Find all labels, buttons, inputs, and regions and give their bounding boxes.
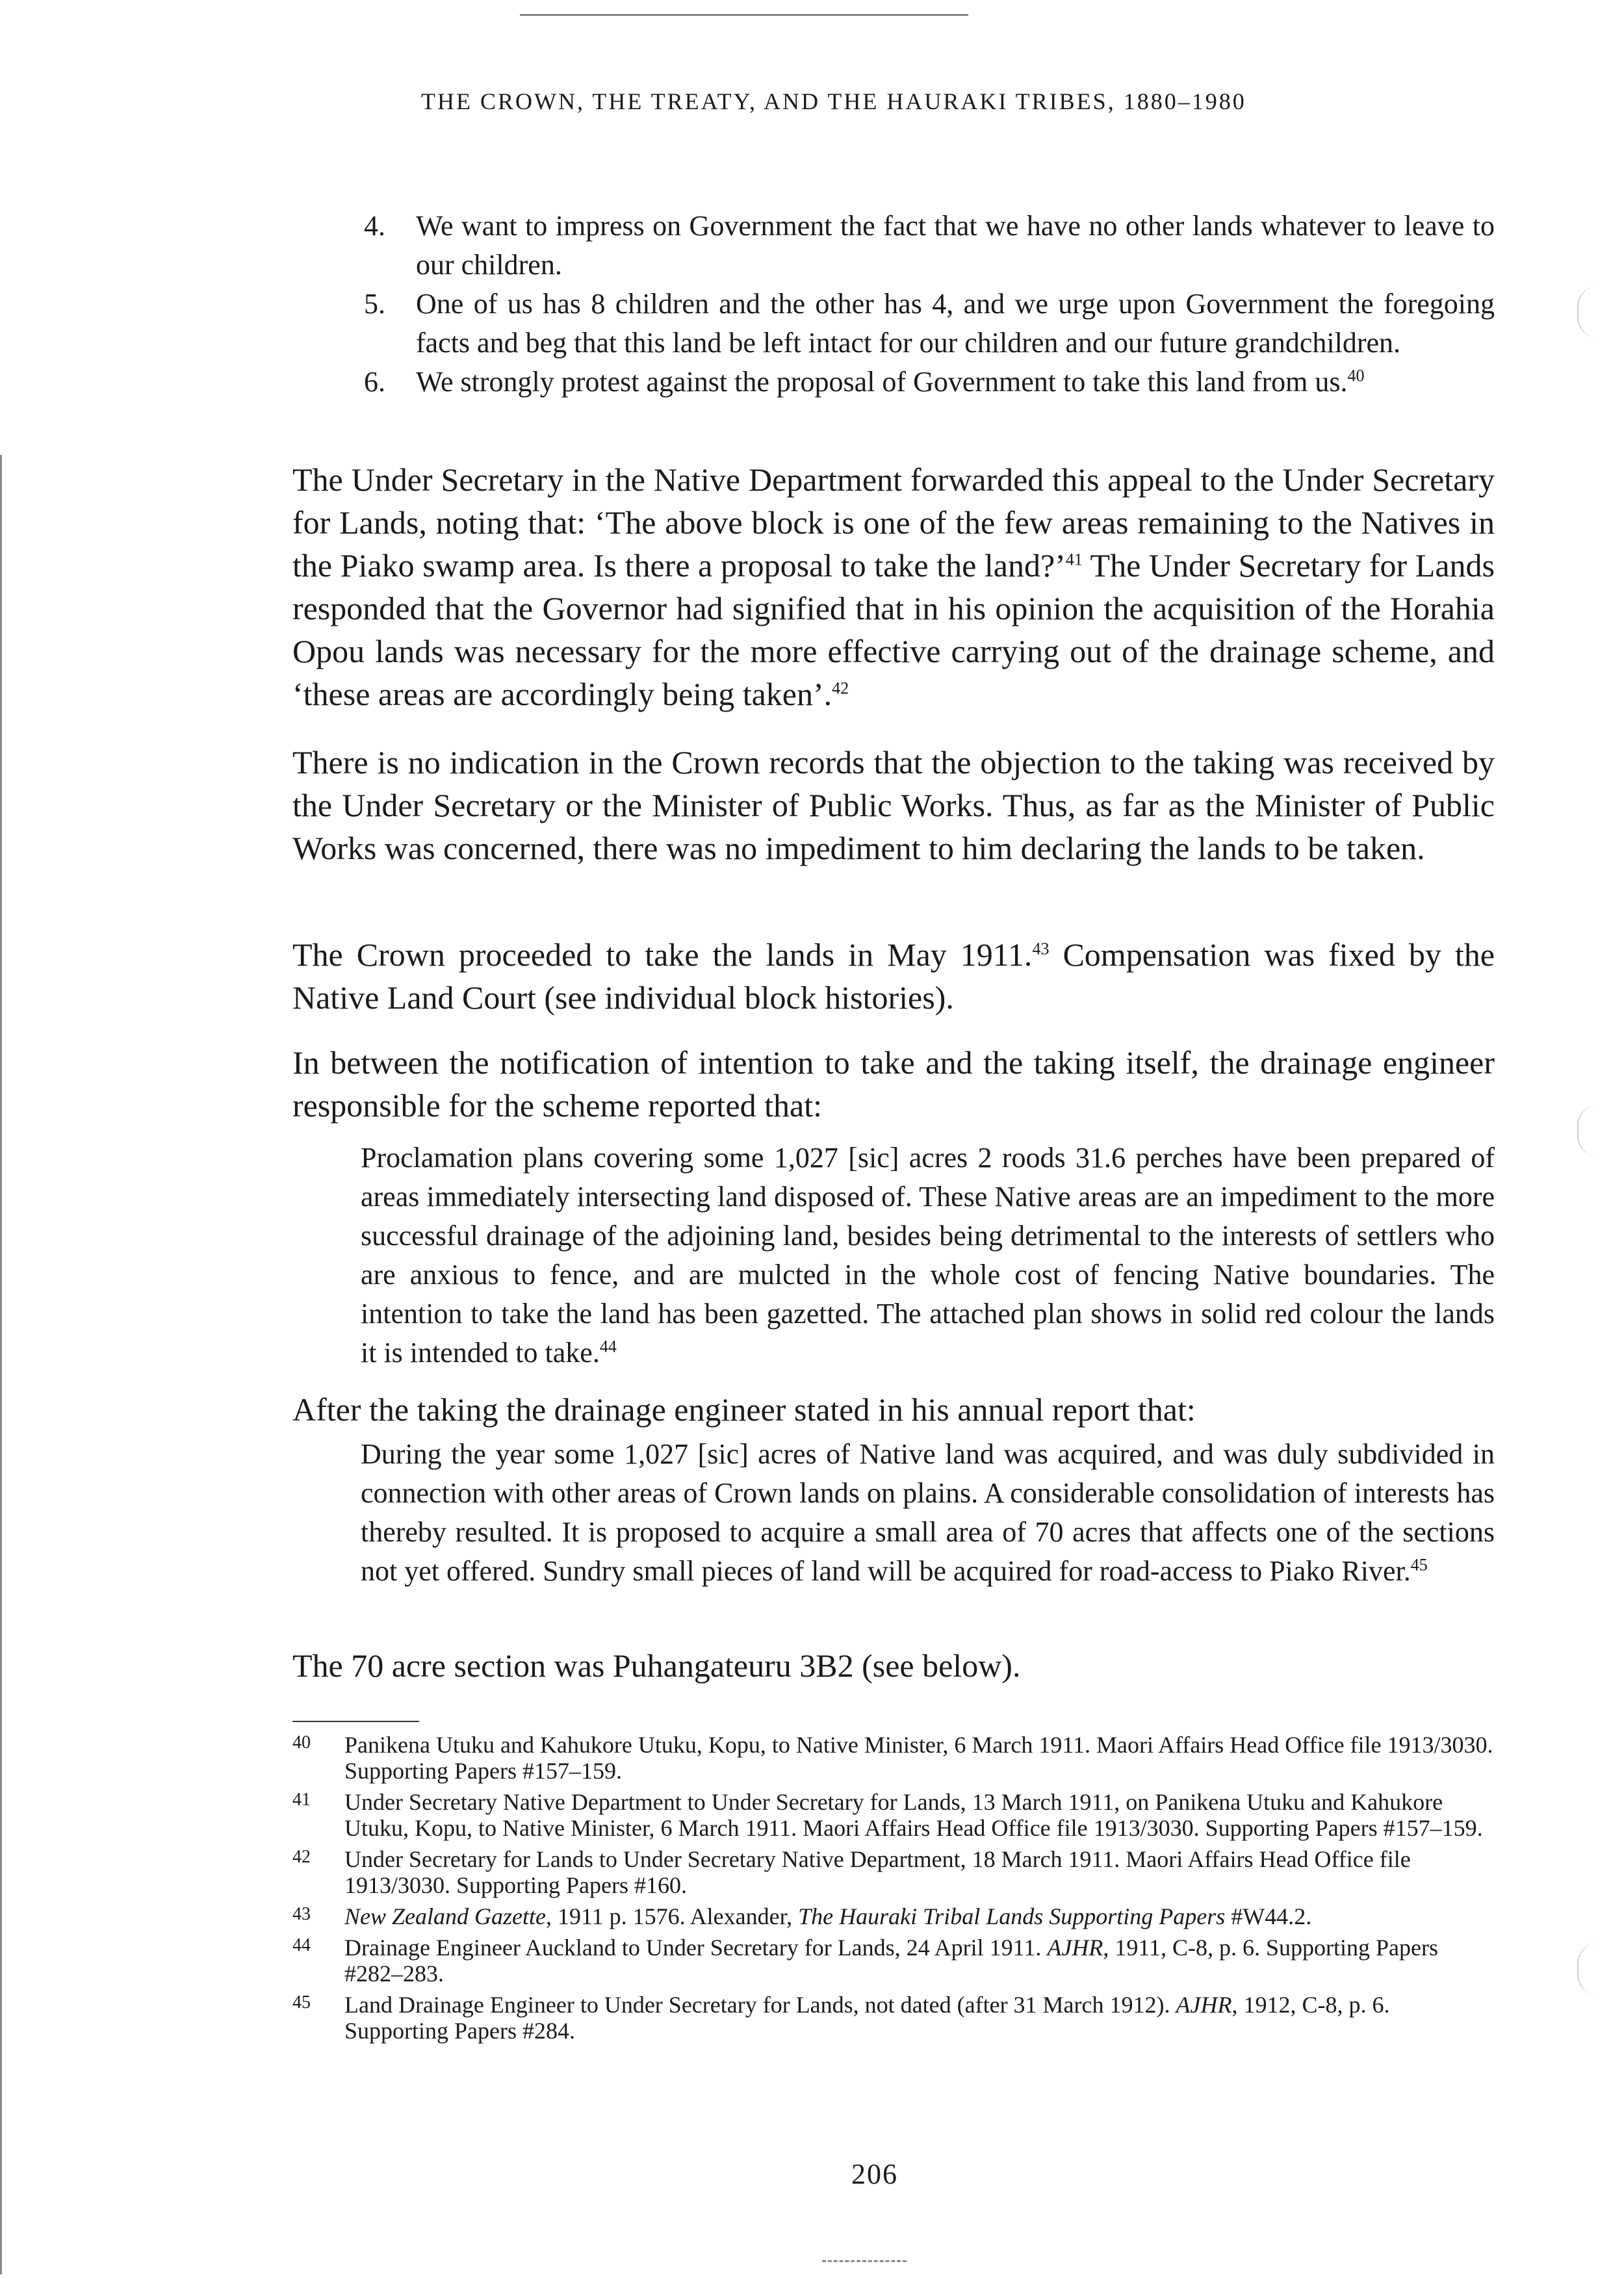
footnote xyxy=(292,1992,1495,2044)
list-text xyxy=(416,285,1495,363)
footnote-ref: 43 xyxy=(1032,939,1050,959)
footnote-text: Under Secretary for Lands to Under Secretary Native Department, 18 March 1911. Maori Affairs Head Office file 1913/3030. Supporting Papers #160. xyxy=(344,1846,1411,1898)
footnote-italic: AJHR xyxy=(1176,1992,1232,2018)
footnote-number: 41 xyxy=(292,1790,311,1810)
paragraph: The 70 acre section was Puhangateuru 3B2 (see below). xyxy=(292,1647,1021,1684)
paragraph: In between the notification of intention to take and the taking itself, the drainage engineer responsible for the scheme reported that: xyxy=(292,1044,1495,1124)
page-number: 206 xyxy=(851,2158,898,2190)
footnote xyxy=(292,1789,1495,1841)
footnote xyxy=(292,1903,1495,1929)
paragraph: After the taking the drainage engineer stated in his annual report that: xyxy=(292,1391,1196,1428)
footnote-text xyxy=(344,1935,1495,1987)
scan-speck xyxy=(1577,1943,1598,1995)
paragraph-text: The Under Secretary in the Native Department forwarded this appeal to the Under Secretary for Lands, noting that: ‘The above block is one of the few areas remaining to the Natives in the Piako swamp area. Is there a proposal to take the land?’ xyxy=(292,461,1495,584)
footnote-number: 42 xyxy=(292,1847,311,1867)
list-number: 5. xyxy=(364,288,385,320)
quote-text: Proclamation plans covering some 1,027 [sic] acres 2 roods 31.6 perches have been prepared of areas immediately intersecting land disposed of. These Native areas are an impediment to the more successful drainage of the adjoining land, besides being detrimental to the interests of settlers who are anxious to fence, and are mulcted in the whole cost of fencing Native boundaries. The intention to take the land has been gazetted. The attached plan shows in solid red colour the lands it is intended to take. xyxy=(361,1142,1495,1369)
list-number: 6. xyxy=(364,366,385,398)
footnotes xyxy=(292,1732,1495,2049)
footnote-italic: New Zealand Gazette xyxy=(344,1903,546,1929)
footnote-ref: 42 xyxy=(832,678,849,698)
footnote-italic: The Hauraki Tribal Lands Supporting Papers xyxy=(798,1903,1226,1929)
footnote-number: 43 xyxy=(292,1904,311,1924)
block-quote xyxy=(361,1139,1495,1372)
paragraph xyxy=(292,933,1495,1019)
footnote-number: 44 xyxy=(292,1935,311,1955)
numbered-list xyxy=(364,207,1495,402)
footnote-ref: 44 xyxy=(599,1337,617,1356)
footnote-segment: , 1911, C-8, p. 6. Supporting Papers #282–283. xyxy=(344,1935,1438,1987)
footnote xyxy=(292,1732,1495,1784)
footnote xyxy=(292,1846,1495,1898)
list-text xyxy=(416,363,1495,402)
bottom-rule xyxy=(822,2260,907,2262)
footnote-ref: 45 xyxy=(1410,1555,1428,1575)
top-rule xyxy=(520,14,968,16)
footnote-text: Panikena Utuku and Kahukore Utuku, Kopu, to Native Minister, 6 March 1911. Maori Affairs Head Office file 1913/3030. Supporting Papers #157–159. xyxy=(344,1732,1493,1784)
paragraph: There is no indication in the Crown records that the objection to the taking was received by the Under Secretary or the Minister of Public Works. Thus, as far as the Minister of Public Works was concerned, there was no impediment to him declaring the lands to be taken. xyxy=(292,744,1495,866)
footnote-text xyxy=(344,1903,1495,1929)
footnote xyxy=(292,1935,1495,1987)
paragraph-text: The Under Secretary for Lands responded that the Governor had signified that in his opinion the acquisition of the Horahia Opou lands was necessary for the more effective carrying out of the drainage scheme, and ‘these areas are accordingly being taken’. xyxy=(292,547,1495,712)
scan-speck xyxy=(1577,1105,1598,1157)
footnote-ref: 40 xyxy=(1347,366,1365,385)
list-text-content: We want to impress on Government the fact that we have no other lands whatever to leave to our children. xyxy=(416,210,1495,281)
paragraph xyxy=(292,458,1495,715)
footnote-rule xyxy=(292,1721,419,1722)
scan-margin-line xyxy=(0,455,2,2274)
quote-text: During the year some 1,027 [sic] acres of Native land was acquired, and was duly subdivided in connection with other areas of Crown lands on plains. A considerable consolidation of interests has thereby resulted. It is proposed to acquire a small area of 70 acres that affects one of the sections not yet offered. Sundry small pieces of land will be acquired for road-access to Piako River. xyxy=(361,1438,1495,1587)
list-item xyxy=(364,363,1495,402)
footnote-ref: 41 xyxy=(1065,550,1083,569)
paragraph-text: Compensation was fixed by the Native Land Court (see individual block histories). xyxy=(292,936,1495,1016)
footnote-italic: AJHR xyxy=(1047,1935,1103,1961)
paragraph-text: The Crown proceeded to take the lands in May 1911. xyxy=(292,936,1033,973)
footnote-segment: #W44.2. xyxy=(1225,1903,1312,1929)
footnote-text: Under Secretary Native Department to Under Secretary for Lands, 13 March 1911, on Panikena Utuku and Kahukore Utuku, Kopu, to Native Minister, 6 March 1911. Maori Affairs Head Office file 1913/3030. Supporting Papers #157–159. xyxy=(344,1789,1483,1841)
footnote-number: 40 xyxy=(292,1732,311,1753)
list-text xyxy=(416,207,1495,285)
list-item xyxy=(364,285,1495,363)
running-header: THE CROWN, THE TREATY, AND THE HAURAKI TRIBES, 1880–1980 xyxy=(421,88,1246,114)
scan-speck xyxy=(1577,286,1598,338)
footnote-segment: Land Drainage Engineer to Under Secretary for Lands, not dated (after 31 March 1912). xyxy=(344,1992,1176,2018)
list-text-content: We strongly protest against the proposal of Government to take this land from us. xyxy=(416,366,1348,398)
list-item xyxy=(364,207,1495,285)
list-text-content: One of us has 8 children and the other has 4, and we urge upon Government the foregoing facts and beg that this land be left intact for our children and our future grandchildren. xyxy=(416,288,1495,359)
list-number: 4. xyxy=(364,210,385,242)
footnote-segment: Drainage Engineer Auckland to Under Secretary for Lands, 24 April 1911. xyxy=(344,1935,1048,1961)
footnote-number: 45 xyxy=(292,1992,311,2013)
footnote-segment: , 1912, C-8, p. 6. Supporting Papers #284. xyxy=(344,1992,1390,2044)
footnote-segment: , 1911 p. 1576. Alexander, xyxy=(545,1903,799,1929)
block-quote xyxy=(361,1435,1495,1591)
footnote-text xyxy=(344,1992,1495,2044)
